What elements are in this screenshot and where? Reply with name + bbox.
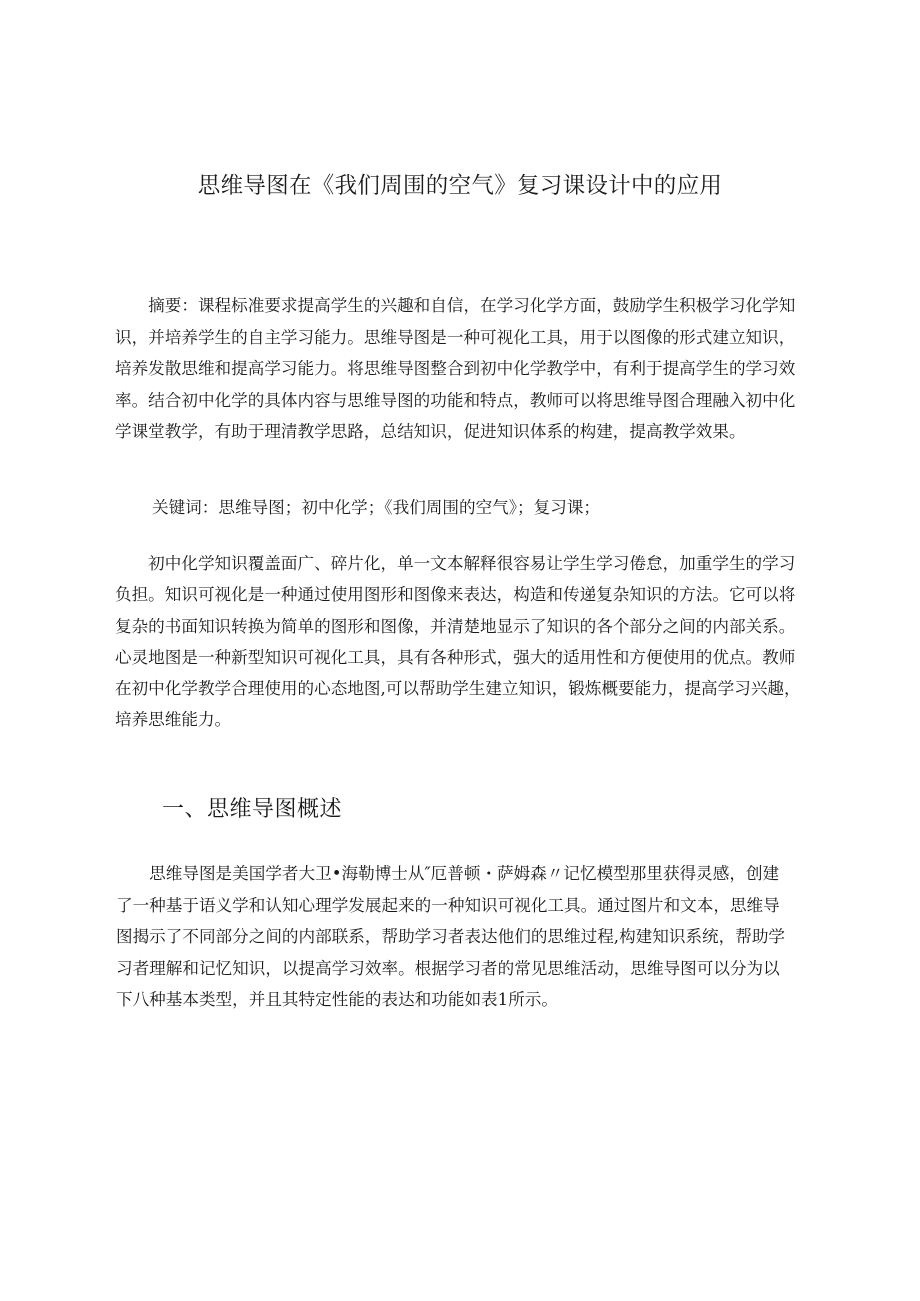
section-line: 习者理解和记忆知识，以提高学习效率。根据学习者的常见思维活动，思维导图可以分为以 bbox=[116, 958, 780, 978]
section-line: 思维导图是美国学者大卫•海勒博士从″厄普顿・萨姆森〃记忆模型那里获得灵感，创建 bbox=[116, 864, 780, 883]
abstract-line: 识，并培养学生的自主学习能力。思维导图是一种可视化工具，用于以图像的形式建立知识， bbox=[115, 327, 796, 347]
intro-line: 培养思维能力。 bbox=[115, 710, 232, 730]
intro-line: 复杂的书面知识转换为简单的图形和图像，并清楚地显示了知识的各个部分之间的内部关系。 bbox=[115, 616, 796, 636]
section-line: 图揭示了不同部分之间的内部联系，帮助学习者表达他们的思维过程,构建知识系统，帮助学 bbox=[116, 927, 786, 947]
abstract-line: 培养发散思维和提高学习能力。将思维导图整合到初中化学教学中，有利于提高学生的学习效 bbox=[115, 359, 796, 378]
intro-paragraph bbox=[115, 548, 815, 736]
intro-line: 初中化学知识覆盖面广、碎片化，单一文本解释很容易让学生学习倦怠，加重学生的学习 bbox=[115, 554, 796, 573]
abstract-line: 摘要：课程标准要求提高学生的兴趣和自信，在学习化学方面，鼓励学生积极学习化学知 bbox=[115, 296, 796, 315]
abstract-line: 学课堂教学，有助于理清教学思路，总结知识，促进知识体系的构建，提高教学效果。 bbox=[115, 422, 746, 441]
intro-line: 在初中化学教学合理使用的心态地图,可以帮助学生建立知识，锻炼概要能力，提高学习兴趣， bbox=[115, 679, 801, 699]
section-line: 了一种基于语义学和认知心理学发展起来的一种知识可视化工具。通过图片和文本，思维导 bbox=[116, 895, 780, 915]
document-title: 思维导图在《我们周围的空气》复习课设计中的应用 bbox=[197, 173, 723, 199]
intro-line: 心灵地图是一种新型知识可视化工具，具有各种形式，强大的适用性和方便使用的优点。教师 bbox=[115, 647, 796, 667]
abstract-paragraph bbox=[115, 290, 815, 448]
abstract-line: 率。结合初中化学的具体内容与思维导图的功能和特点，教师可以将思维导图合理融入初中化 bbox=[115, 390, 796, 410]
section-heading: 一、思维导图概述 bbox=[162, 797, 343, 822]
intro-line: 负担。知识可视化是一种通过使用图形和图像来表达，构造和传递复杂知识的方法。它可以将 bbox=[115, 585, 796, 605]
section-line: 下八种基本类型，并且其特定性能的表达和功能如表1所示。 bbox=[116, 990, 558, 1010]
section-paragraph bbox=[116, 858, 816, 1016]
keywords-paragraph bbox=[152, 492, 815, 524]
keywords-line: 关键词：思维导图；初中化学；《我们周围的空气》；复习课； bbox=[152, 498, 601, 517]
